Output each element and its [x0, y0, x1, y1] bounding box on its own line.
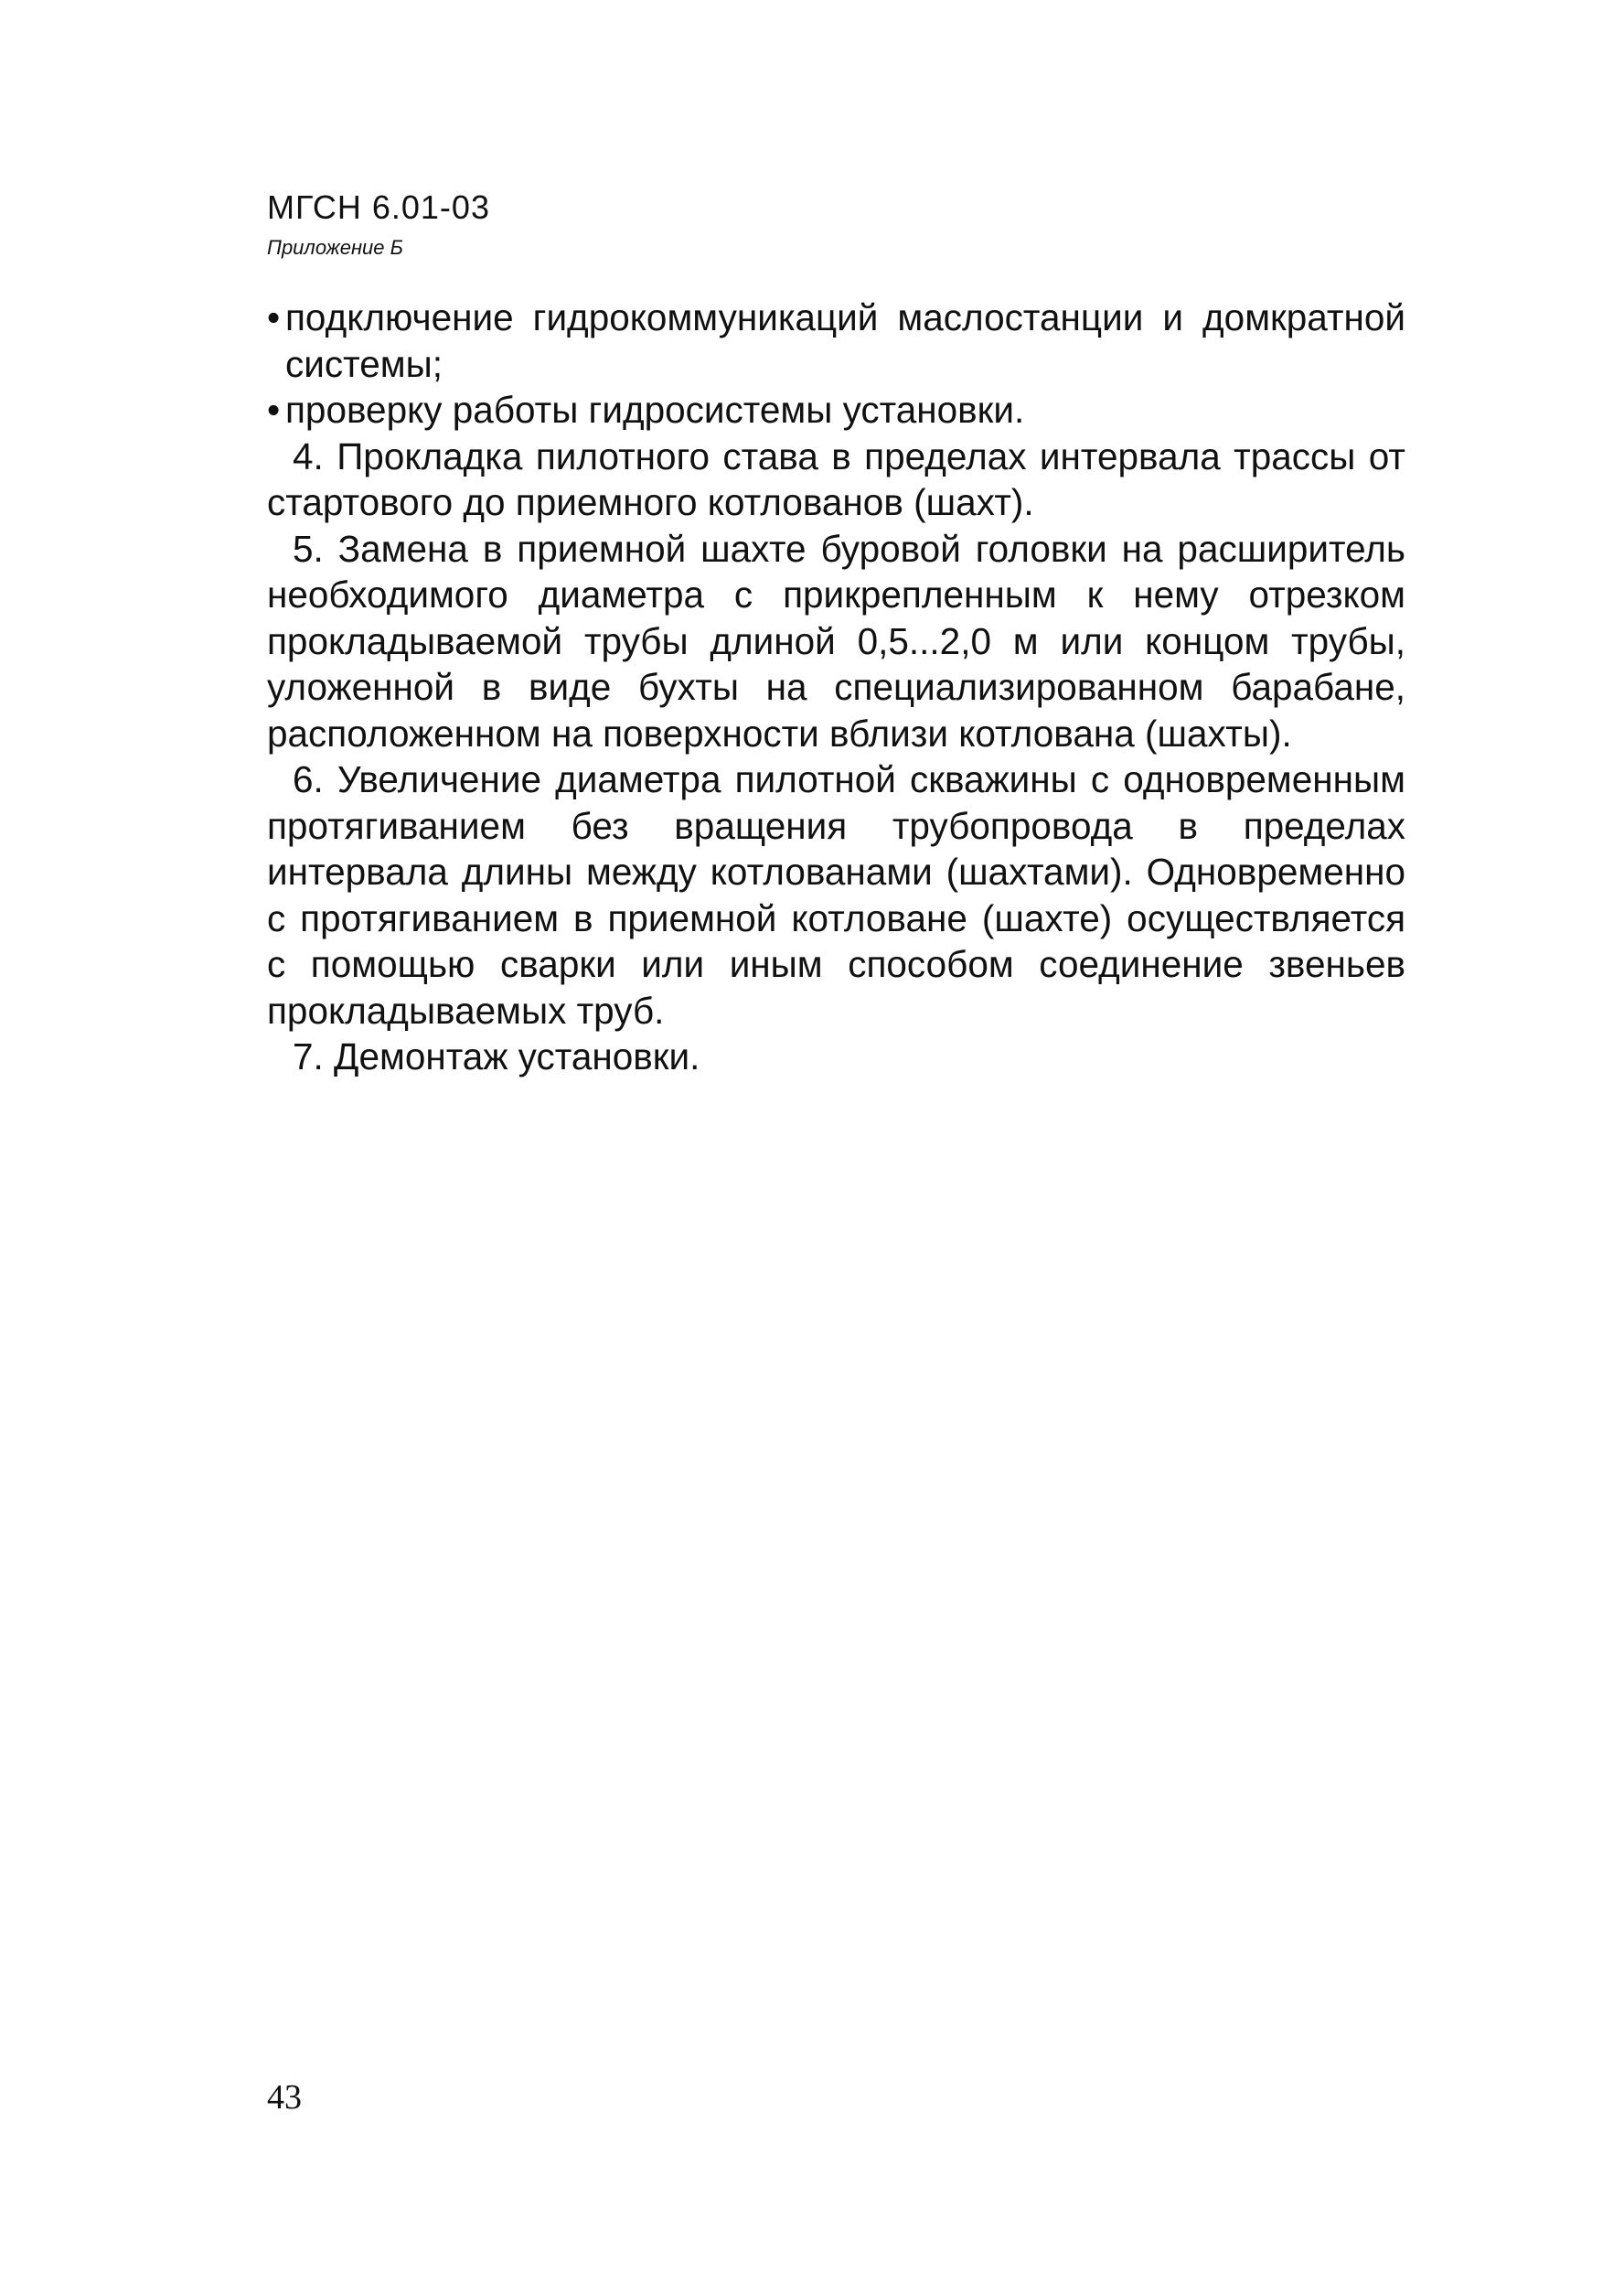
bullet-icon: • [267, 296, 281, 338]
bullet-icon: • [267, 389, 281, 431]
bullet-item [267, 295, 1405, 387]
bullet-item-text: проверку работы гидросистемы установки. [285, 389, 1025, 431]
numbered-paragraph-4: 4. Прокладка пилотного става в пределах интервала трассы от стартового до приемного котлованов (шахт). [267, 434, 1405, 523]
bullet-item [267, 387, 1405, 434]
bullet-item-text: подключение гидрокоммуникаций маслостанции и домкратной системы; [285, 296, 1405, 385]
numbered-paragraph-7: 7. Демонтаж установки. [293, 1035, 700, 1078]
document-code: МГСН 6.01-03 [267, 188, 490, 226]
numbered-paragraph-5: 5. Замена в приемной шахте буровой головки на расширитель необходимого диаметра с прикрепленным к нему отрезком прокладываемой трубы длиной 0,5...2,0 м или концом трубы, уложенной в виде бухты на специализированном барабане, расположенном на поверхности вблизи котлована (шахты). [267, 527, 1405, 755]
numbered-paragraph-6: 6. Увеличение диаметра пилотной скважины с одновременным протягиванием без вращения трубопровода в пределах интервала длины между котлованами (шахтами). Одновременно с протягиванием в приемной котловане (шахте) осуществляется с помощью сварки или иным способом соединение звеньев прокладываемых труб. [267, 758, 1405, 1032]
appendix-label: Приложение Б [267, 236, 403, 259]
body-text [267, 295, 1405, 1080]
page-number: 43 [267, 2078, 302, 2117]
